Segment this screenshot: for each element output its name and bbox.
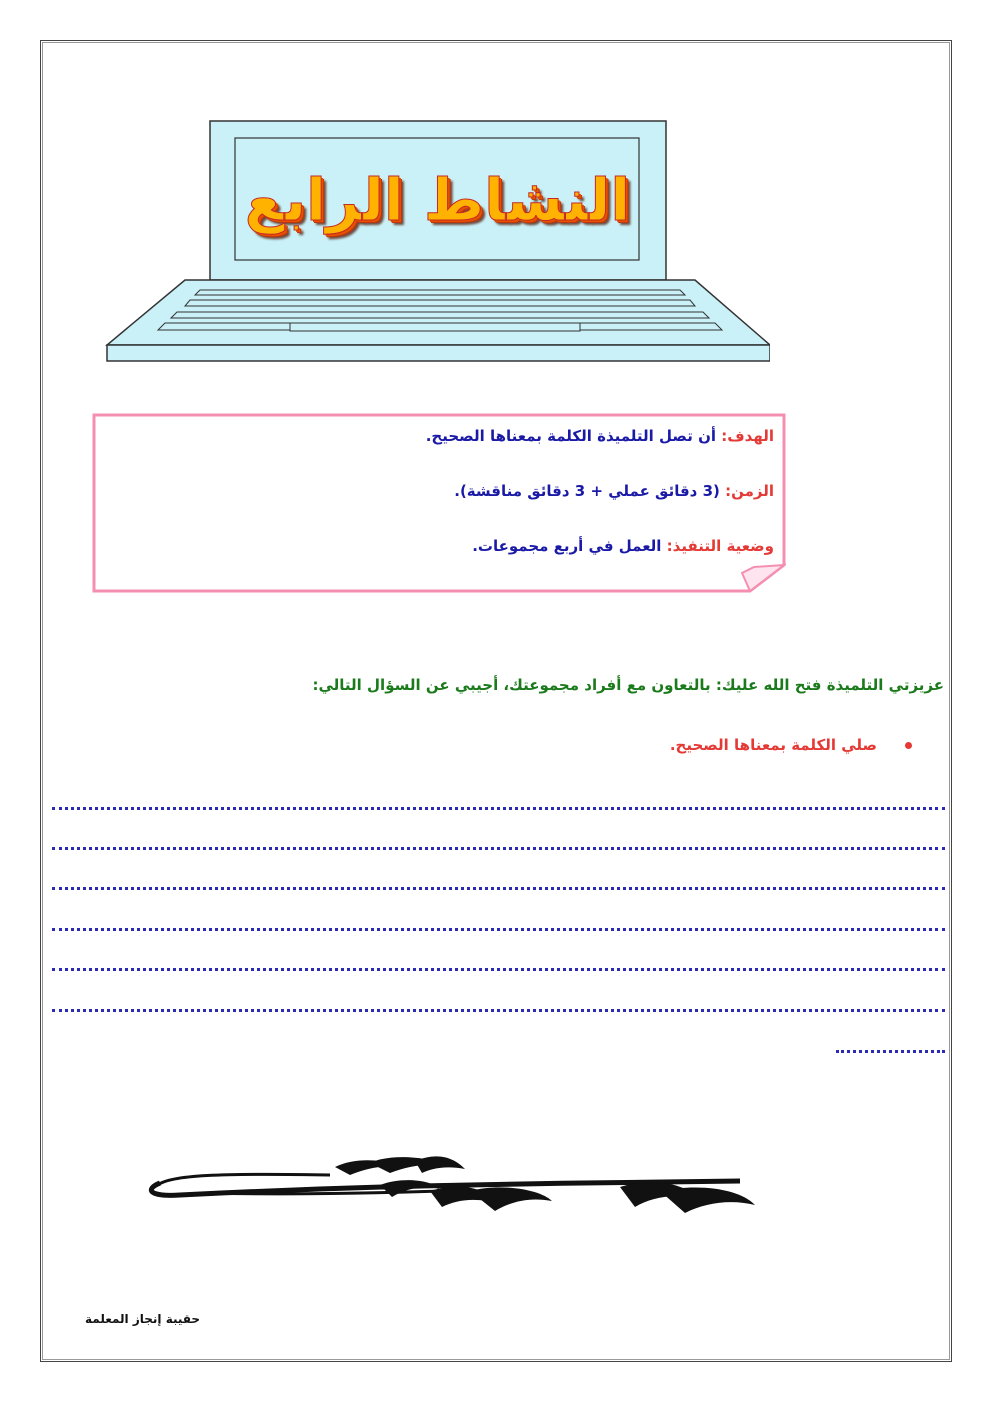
answer-line[interactable] xyxy=(52,887,945,890)
objective-text: أن تصل التلميذة الكلمة بمعناها الصحيح. xyxy=(425,427,722,445)
answer-line-short[interactable] xyxy=(836,1050,945,1053)
objective-line xyxy=(104,425,774,480)
setting-label: وضعية التنفيذ: xyxy=(666,537,774,555)
instruction-text: عزيزتي التلميذة فتح الله عليك: بالتعاون مع أفراد مجموعتك، أجيبي عن السؤال التالي: xyxy=(312,676,944,694)
objective-label: الهدف: xyxy=(721,427,774,445)
objectives-note xyxy=(92,413,786,593)
task-item xyxy=(670,736,912,754)
answer-line[interactable] xyxy=(52,847,945,850)
answer-line[interactable] xyxy=(52,1009,945,1012)
answer-line[interactable] xyxy=(52,968,945,971)
answer-line[interactable] xyxy=(52,928,945,931)
task-text: صلي الكلمة بمعناها الصحيح. xyxy=(669,736,877,754)
bullet-icon xyxy=(905,742,912,749)
setting-line xyxy=(104,535,774,590)
duration-text: (3 دقائق عملي + 3 دقائق مناقشة). xyxy=(454,482,726,500)
activity-title: النشاط الرابع xyxy=(244,166,631,234)
ornament-divider xyxy=(140,1155,770,1217)
duration-label: الزمن: xyxy=(725,482,774,500)
duration-line xyxy=(104,480,774,535)
footer-text: حقيبة إنجاز المعلمة xyxy=(85,1312,201,1326)
setting-text: العمل في أربع مجموعات. xyxy=(472,537,667,555)
answer-line[interactable] xyxy=(52,807,945,810)
